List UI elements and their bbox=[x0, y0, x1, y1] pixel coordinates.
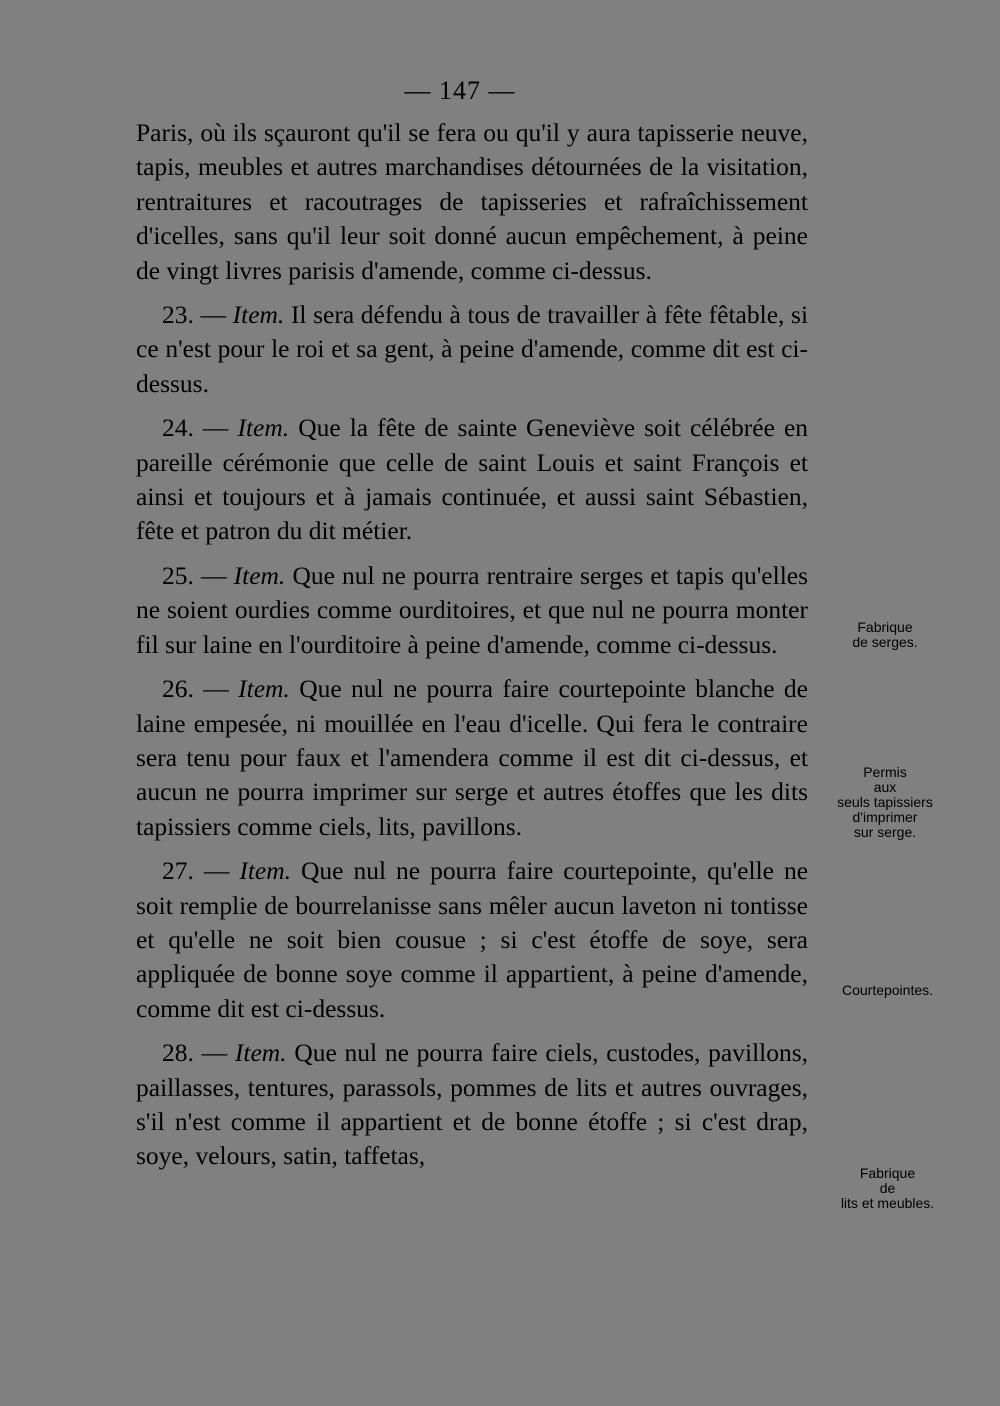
margin-note-line: d'imprimer bbox=[852, 809, 918, 825]
article-item-label: Item. bbox=[233, 560, 286, 590]
article-body: Que la fête de sainte Geneviève soit célébrée en pareille cérémonie que celle de saint Louis et saint François et ainsi et toujours et à jamais continuée, et aussi saint Sébastien, fête et patron du dit métier. bbox=[136, 413, 809, 546]
margin-note-line: Fabrique bbox=[857, 619, 913, 635]
article-item-label: Item. bbox=[237, 413, 290, 443]
article-body: Que nul ne pourra faire courtepointe, qu'elle ne soit remplie de bourrelanisse sans mêler aucun laveton ni tontisse et qu'elle ne soit bien cousue ; si c'est étoffe de soye, sera appliquée de bonne soye comme il appartient, à peine d'amende, comme dit est ci-dessus. bbox=[136, 856, 809, 1023]
article-item-label: Item. bbox=[232, 300, 285, 330]
article-number: 27. — bbox=[162, 856, 230, 886]
continuation-paragraph: Paris, où ils sçauront qu'il se fera ou qu'il y aura tapisserie neuve, tapis, meubles et autres marchandises détournées de la visitation, rentraitures et racoutrages de tapisseries et rafraîchissement d'icelles, sans qu'il leur soit donné aucun empêchement, à peine de vingt livres parisis d'amende, comme ci-dessus. bbox=[136, 118, 808, 285]
article-number: 24. — bbox=[162, 413, 229, 443]
margin-note-fabrique-serges bbox=[830, 620, 940, 650]
article-number: 23. — bbox=[162, 300, 226, 330]
article-28 bbox=[136, 1036, 808, 1174]
margin-note-line: de bbox=[879, 1180, 896, 1196]
article-body: Que nul ne pourra rentraire serges et tapis qu'elles ne soient ourdies comme ourditoires, et que nul ne pourra monter fil sur laine en l'ourditoire à peine d'amende, comme ci-dessus. bbox=[136, 560, 809, 659]
margin-note-line: Permis bbox=[863, 764, 907, 780]
article-body: Que nul ne pourra faire courtepointe blanche de laine empesée, ni mouillée en l'eau d'icelle. Qui fera le contraire sera tenu pour faux et l'amendera comme il est dit ci-dessus, et aucun ne pourra imprimer sur serge et autres étoffes que les dits tapissiers comme ciels, lits, pavillons. bbox=[136, 674, 809, 841]
article-item-label: Item. bbox=[238, 674, 290, 704]
margin-note-line: Courtepointes. bbox=[841, 982, 934, 998]
article-23 bbox=[136, 298, 808, 401]
article-number: 28. — bbox=[162, 1038, 228, 1068]
margin-note-courtepointes bbox=[825, 983, 950, 998]
margin-note-line: de serges. bbox=[852, 634, 918, 650]
margin-note-line: seuls tapissiers bbox=[837, 794, 933, 810]
article-number: 26. — bbox=[162, 674, 229, 704]
margin-note-line: Fabrique bbox=[859, 1165, 916, 1181]
margin-note-line: sur serge. bbox=[853, 824, 917, 840]
article-body: Il sera défendu à tous de travailler à fête fêtable, si ce n'est pour le roi et sa gent, à peine d'amende, comme dit est ci-dessus. bbox=[136, 300, 809, 398]
margin-note-permis-imprimer bbox=[820, 765, 950, 840]
margin-note-fabrique-lits-meubles bbox=[820, 1166, 955, 1211]
article-body: Que nul ne pourra faire ciels, custodes, pavillons, paillasses, tentures, parassols, pommes de lits et autres ouvrages, s'il n'est comme il appartient et de bonne étoffe ; si c'est drap, soye, velours, satin, taffetas, bbox=[136, 1038, 809, 1171]
article-item-label: Item. bbox=[234, 1038, 287, 1068]
article-26 bbox=[136, 672, 808, 844]
article-item-label: Item. bbox=[239, 856, 292, 886]
margin-note-line: lits et meubles. bbox=[840, 1195, 935, 1211]
article-27 bbox=[136, 854, 808, 1026]
article-25 bbox=[136, 559, 808, 662]
margin-note-line: aux bbox=[873, 779, 897, 795]
page-number: — 147 — bbox=[404, 76, 516, 105]
article-24 bbox=[136, 411, 808, 549]
body-text bbox=[136, 116, 808, 1184]
article-number: 25. — bbox=[162, 560, 227, 590]
